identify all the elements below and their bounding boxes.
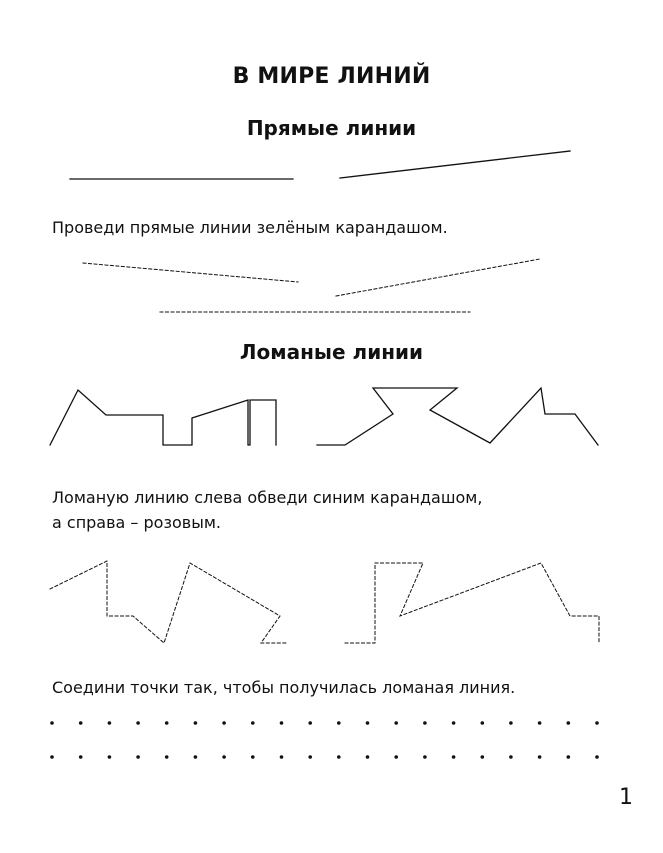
dot[interactable] xyxy=(509,721,513,725)
dot[interactable] xyxy=(394,721,398,725)
broken-lines-instruction-2: а справа – розовым. xyxy=(52,513,221,532)
dot[interactable] xyxy=(222,721,226,725)
dot[interactable] xyxy=(337,721,341,725)
dot[interactable] xyxy=(194,721,198,725)
dot[interactable] xyxy=(108,755,112,759)
broken-lines-heading: Ломаные линии xyxy=(239,340,424,364)
dashed-straight-line-2[interactable] xyxy=(336,259,540,296)
dot[interactable] xyxy=(366,755,370,759)
dot[interactable] xyxy=(567,755,571,759)
dot[interactable] xyxy=(423,755,427,759)
dot[interactable] xyxy=(481,755,485,759)
dot[interactable] xyxy=(165,721,169,725)
broken-lines-instruction-1: Ломаную линию слева обведи синим карандашом, xyxy=(52,488,483,507)
dot[interactable] xyxy=(280,721,284,725)
dot[interactable] xyxy=(538,721,542,725)
dot[interactable] xyxy=(222,755,226,759)
dot[interactable] xyxy=(136,755,140,759)
dot[interactable] xyxy=(509,755,513,759)
dot[interactable] xyxy=(366,721,370,725)
dot[interactable] xyxy=(481,721,485,725)
dot[interactable] xyxy=(567,721,571,725)
dot[interactable] xyxy=(423,721,427,725)
dot[interactable] xyxy=(308,721,312,725)
dot[interactable] xyxy=(194,755,198,759)
dot[interactable] xyxy=(308,755,312,759)
dot[interactable] xyxy=(79,755,83,759)
dot[interactable] xyxy=(452,755,456,759)
broken-line-example-right xyxy=(317,388,598,445)
dot[interactable] xyxy=(79,721,83,725)
straight-lines-heading: Прямые линии xyxy=(246,116,417,140)
dot[interactable] xyxy=(280,755,284,759)
dashed-straight-line-1[interactable] xyxy=(83,263,298,282)
dot-grid xyxy=(50,721,599,759)
dot[interactable] xyxy=(538,755,542,759)
page-number: 1 xyxy=(619,785,633,810)
dashed-broken-line-left[interactable] xyxy=(50,561,288,643)
broken-line-example-left xyxy=(50,390,276,445)
dot[interactable] xyxy=(337,755,341,759)
dot[interactable] xyxy=(251,721,255,725)
dot[interactable] xyxy=(50,721,54,725)
straight-line-example-2 xyxy=(340,151,570,178)
dot[interactable] xyxy=(595,755,599,759)
dot[interactable] xyxy=(165,755,169,759)
dashed-broken-line-right[interactable] xyxy=(345,563,599,643)
dot[interactable] xyxy=(136,721,140,725)
dot[interactable] xyxy=(452,721,456,725)
dot[interactable] xyxy=(251,755,255,759)
page-title: В МИРЕ ЛИНИЙ xyxy=(232,64,431,89)
dot[interactable] xyxy=(595,721,599,725)
dot[interactable] xyxy=(394,755,398,759)
dot[interactable] xyxy=(108,721,112,725)
straight-lines-instruction: Проведи прямые линии зелёным карандашом. xyxy=(52,218,448,237)
dot[interactable] xyxy=(50,755,54,759)
dots-instruction: Соедини точки так, чтобы получилась ломаная линия. xyxy=(52,678,516,697)
